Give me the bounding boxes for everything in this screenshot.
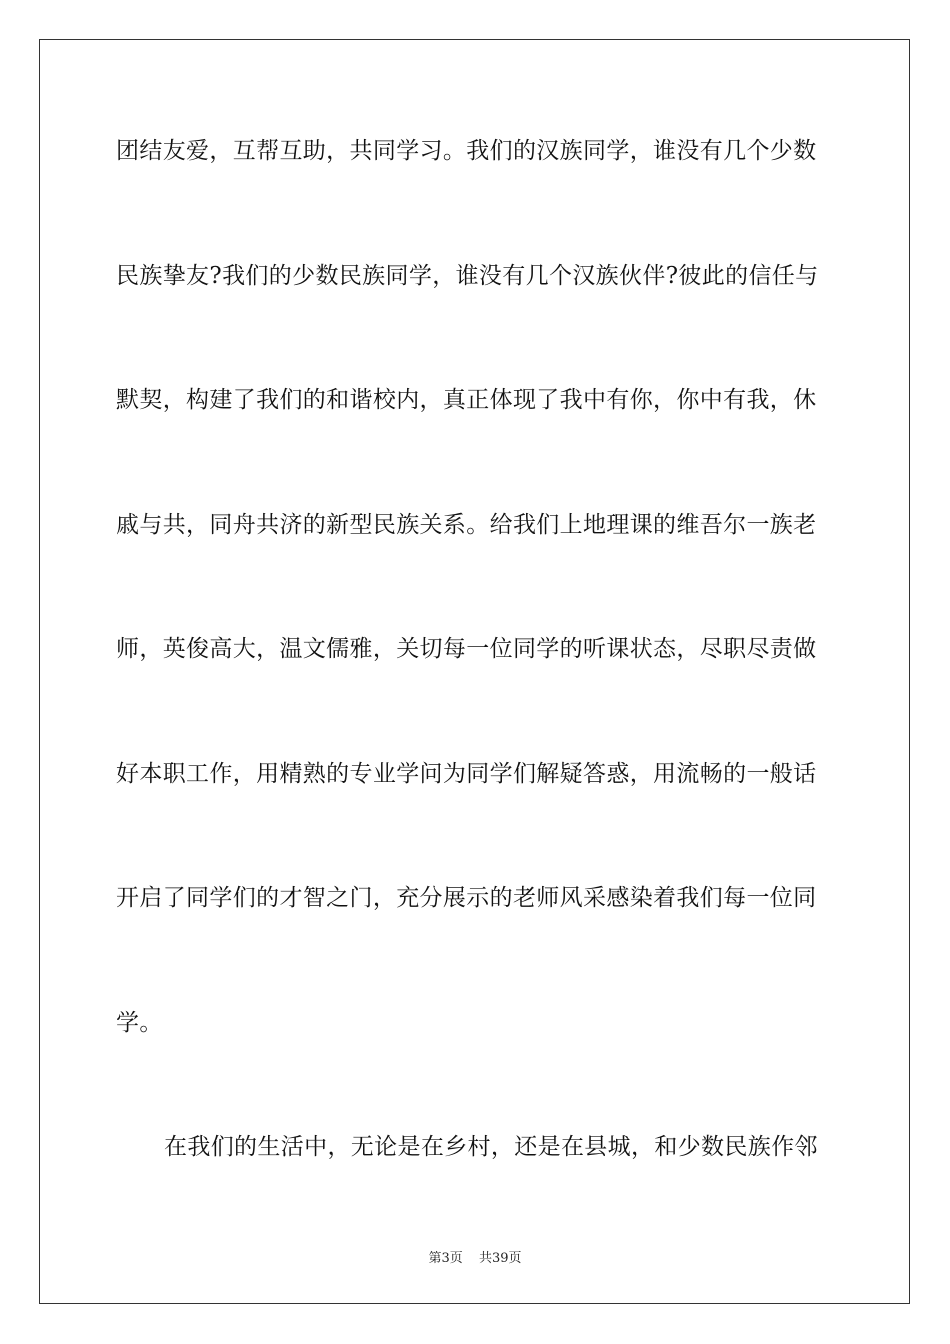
paragraph-line: 在我们的生活中，无论是在乡村，还是在县城，和少数民族作邻 xyxy=(164,1134,818,1160)
paragraph-line: 开启了同学们的才智之门，充分展示的老师风采感染着我们每一位同 xyxy=(116,885,817,911)
paragraph-line: 团结友爱，互帮互助，共同学习。我们的汉族同学，谁没有几个少数 xyxy=(116,138,817,164)
total-pages: 共39页 xyxy=(478,1251,522,1266)
paragraph-line: 师，英俊高大，温文儒雅，关切每一位同学的听课状态，尽职尽责做 xyxy=(116,636,817,662)
paragraph-line: 默契，构建了我们的和谐校内，真正体现了我中有你，你中有我，休 xyxy=(116,387,817,413)
page-footer xyxy=(0,1247,950,1266)
document-body xyxy=(116,128,836,1249)
paragraph-line: 民族挚友?我们的少数民族同学，谁没有几个汉族伙伴?彼此的信任与 xyxy=(116,262,819,289)
paragraph-line: 学。 xyxy=(116,1009,163,1036)
paragraph-line: 好本职工作，用精熟的专业学问为同学们解疑答惑，用流畅的一般话 xyxy=(116,760,817,787)
paragraph-line: 戚与共，同舟共济的新型民族关系。给我们上地理课的维吾尔一族老 xyxy=(116,511,817,538)
page-number: 第3页 xyxy=(428,1251,463,1266)
